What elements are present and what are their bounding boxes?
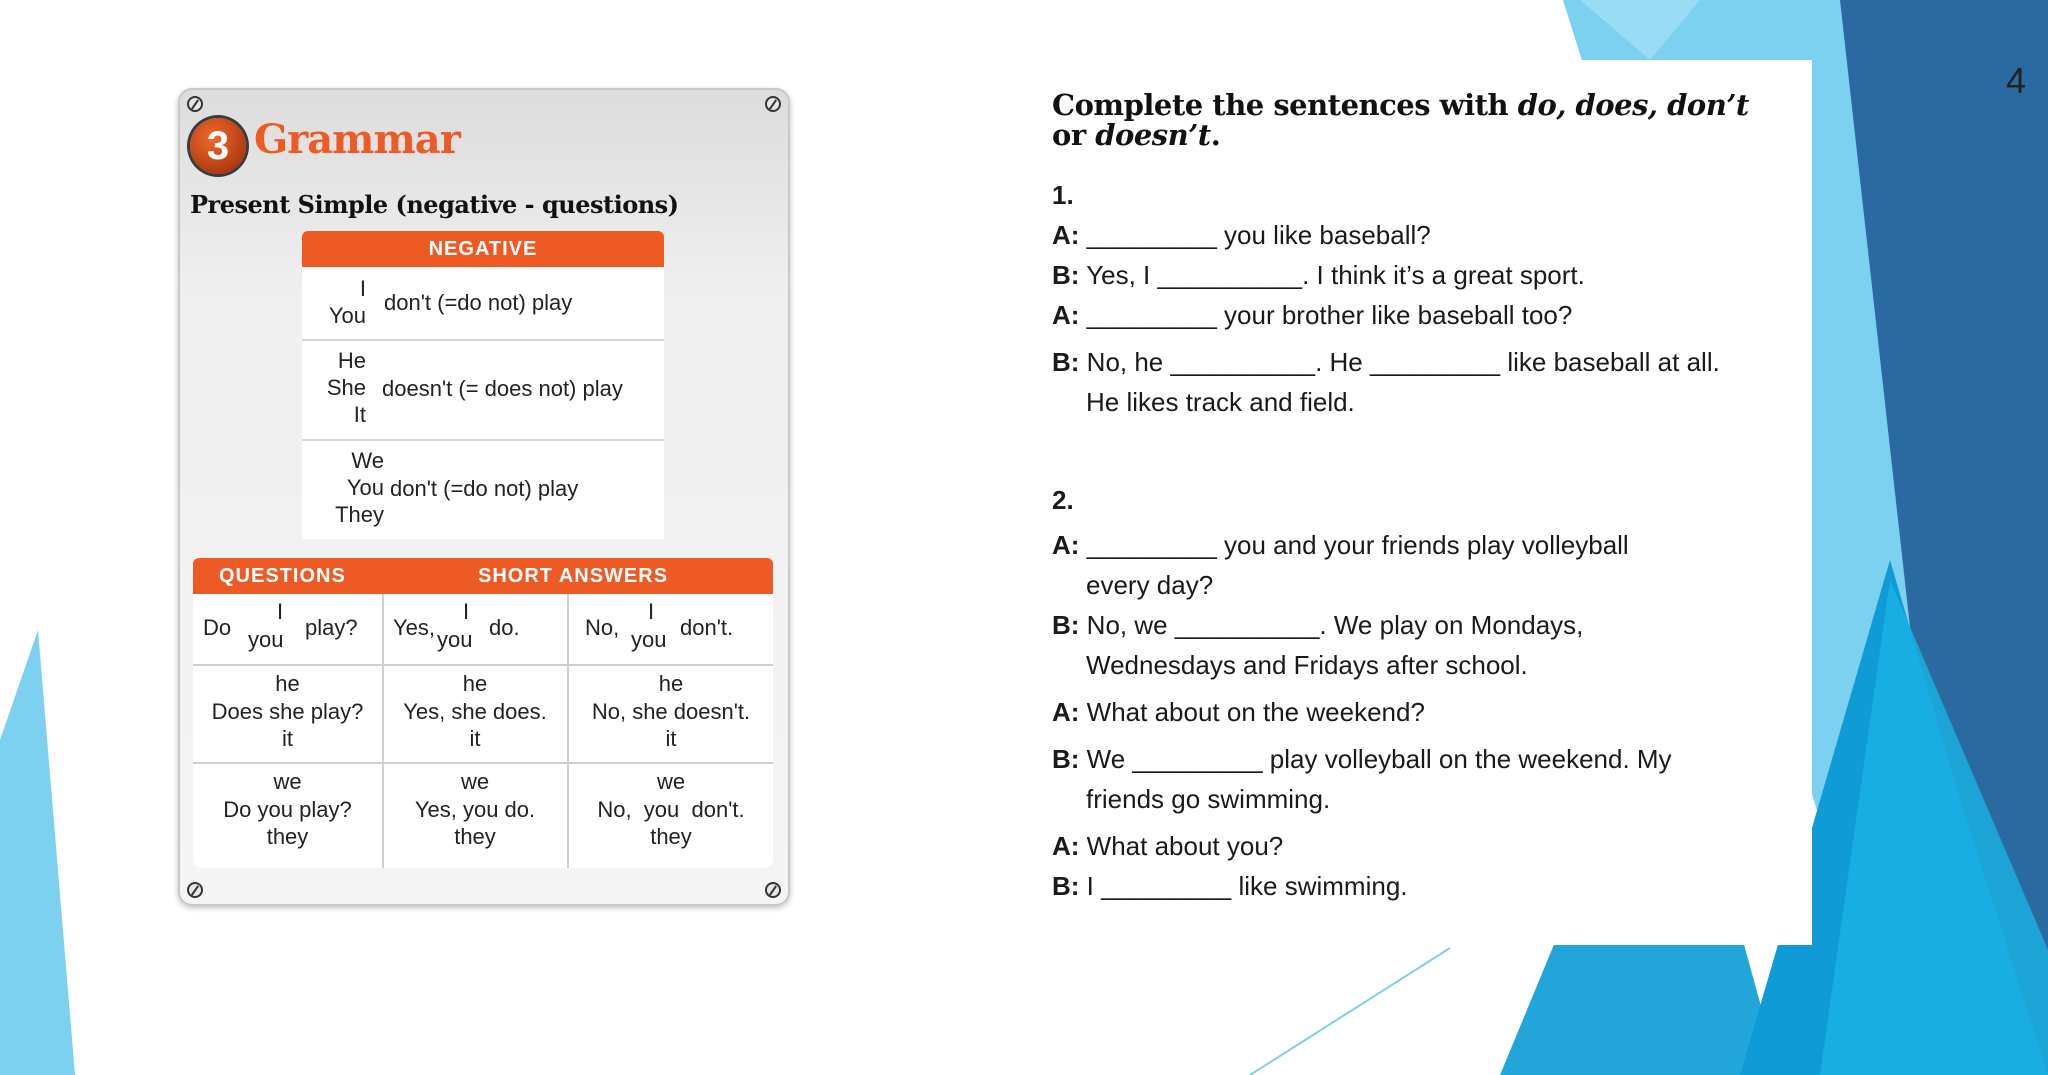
pronoun: you [248,627,284,652]
grammar-title: Grammar [254,116,460,163]
line-text: Yes, I __________. I think it’s a great sport. [1079,260,1585,290]
pronoun: you [631,627,667,652]
negative-row [302,341,664,441]
dialogue-line: every day? [1086,570,1214,600]
answer-prefix: Yes, [393,615,436,640]
questions-header [193,558,773,594]
pronoun: it [469,726,481,751]
dialogue-line [1052,300,1572,331]
section-number: 2. [1052,485,1074,515]
dialogue-line [1052,697,1425,728]
pronoun: he [658,671,684,696]
pronoun: he [462,671,488,696]
line-text: No, we __________. We play on Mondays, [1079,610,1584,640]
question-prefix: Do [203,615,232,640]
pronoun: it [282,726,293,751]
dialogue-line [1052,871,1408,902]
dialogue-line [1052,260,1585,291]
grammar-subtitle: Present Simple (negative - questions) [190,190,679,219]
questions-body [193,594,773,868]
negative-row [302,267,664,341]
title-text: or [1052,118,1096,152]
speaker-label: B: [1052,744,1080,774]
answer-suffix: don't. [680,615,734,640]
line-text: What about you? [1079,831,1284,861]
title-text: . [1210,118,1221,152]
pronoun: They [335,502,384,527]
answer-text: No, she doesn't. [591,699,751,724]
divider [193,664,773,666]
section-number: 1. [1052,180,1074,210]
answer-text: Yes, she does. [403,699,547,724]
screw-icon [765,882,781,898]
pronoun: we [273,769,302,794]
question-text: Do you play? [223,797,352,822]
line-text: _________ you and your friends play volleyball [1079,530,1629,560]
pronoun: She [326,375,366,400]
negative-table [302,231,664,539]
questions-table [193,558,773,868]
line-text: No, he __________. He _________ like baseball at all. [1079,347,1720,377]
pronoun: I [276,599,284,624]
short-answers-label: SHORT ANSWERS [478,565,669,587]
answer-text: Yes, you do. [414,797,536,822]
pronoun: he [275,671,300,696]
speaker-label: A: [1052,530,1080,560]
pronoun: you [437,627,473,652]
negative-row [302,441,664,539]
screw-icon [187,96,203,112]
dialogue-line: Wednesdays and Fridays after school. [1086,650,1528,680]
negative-header: NEGATIVE [302,231,664,267]
question-text: Does she play? [211,699,364,724]
title-emphasis: do, does, don’t [1517,88,1749,122]
title-emphasis: doesn’t [1095,118,1211,152]
screw-icon [187,882,203,898]
speaker-label: A: [1052,220,1080,250]
speaker-label: B: [1052,610,1080,640]
line-text: I _________ like swimming. [1079,871,1408,901]
unit-number-badge: 3 [190,118,246,174]
pronoun: We [351,448,384,473]
slide-number: 4 [2005,60,2026,101]
pronoun: I [462,599,470,624]
exercise-panel [1010,60,1812,945]
verb-form: don't (=do not) play [384,290,573,315]
divider [193,762,773,764]
pronoun-list [302,347,366,428]
speaker-label: B: [1052,871,1080,901]
pronoun-list [302,275,366,329]
pronoun: It [353,402,366,427]
speaker-label: A: [1052,831,1080,861]
dialogue-line [1052,530,1629,561]
dialogue-line: friends go swimming. [1086,784,1331,814]
grammar-reference-card [178,88,790,906]
pronoun: I [359,276,366,301]
speaker-label: B: [1052,260,1080,290]
pronoun: You [328,303,366,328]
dialogue-line: He likes track and field. [1086,387,1355,417]
pronoun: they [454,824,496,849]
dialogue-line [1052,220,1431,251]
speaker-label: A: [1052,300,1080,330]
pronoun-list [302,447,384,528]
screw-icon [765,96,781,112]
pronoun: it [665,726,677,751]
answer-suffix: do. [489,615,520,640]
answer-prefix: No, [585,615,620,640]
exercise-title [1052,90,1752,150]
line-text: We _________ play volleyball on the weekend. My [1079,744,1672,774]
pronoun: they [650,824,692,849]
line-text: _________ you like baseball? [1079,220,1431,250]
dialogue-line [1052,347,1720,378]
line-text: What about on the weekend? [1079,697,1425,727]
dialogue-line [1052,831,1283,862]
pronoun: He [337,348,366,373]
dialogue-line [1052,610,1583,641]
pronoun: we [656,769,686,794]
title-text: Complete the sentences with [1052,88,1518,122]
pronoun: we [460,769,490,794]
verb-form: don't (=do not) play [390,476,579,501]
question-suffix: play? [305,615,358,640]
verb-form: doesn't (= does not) play [382,376,623,401]
speaker-label: A: [1052,697,1080,727]
answer-text: No, you don't. [597,797,745,822]
pronoun: You [346,475,384,500]
dialogue-line [1052,744,1672,775]
pronoun: I [647,599,655,624]
questions-label: QUESTIONS [219,565,346,587]
line-text: _________ your brother like baseball too? [1079,300,1573,330]
speaker-label: B: [1052,347,1080,377]
pronoun: they [266,824,309,849]
